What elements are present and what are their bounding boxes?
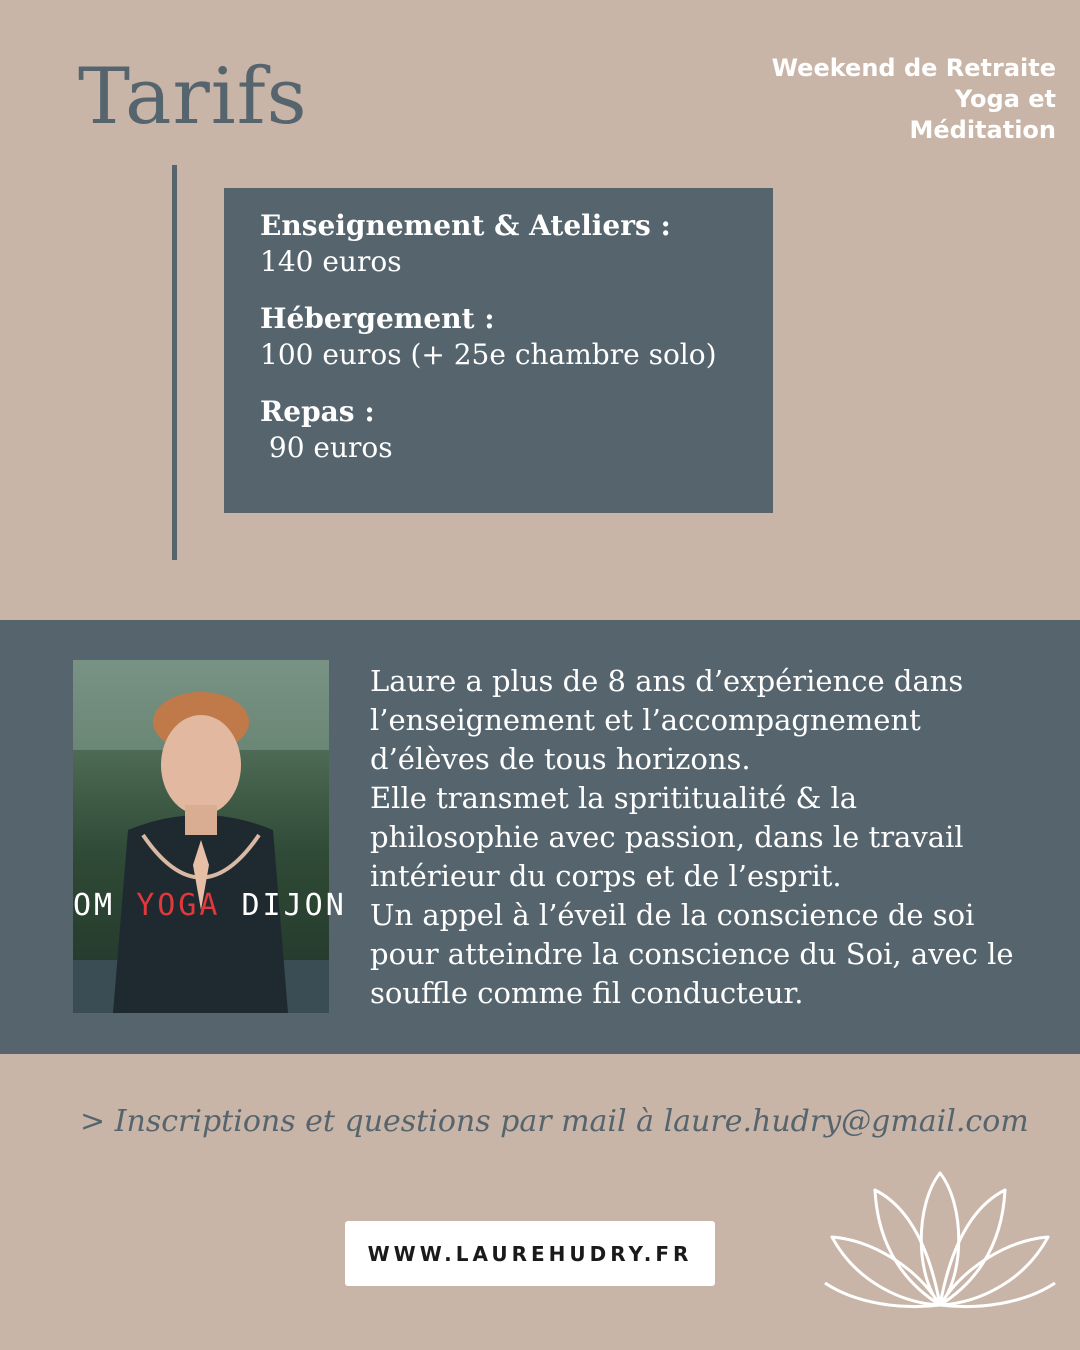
price-value: 90 euros <box>260 431 393 464</box>
page-title: Tarifs <box>78 52 308 142</box>
event-subtitle-line: Yoga et <box>954 85 1056 113</box>
overlay-text-left: OM <box>73 888 137 923</box>
event-subtitle-line: Weekend de Retraite <box>771 54 1056 82</box>
event-subtitle <box>656 53 1056 146</box>
bio-line: pour atteindre la conscience du Soi, avec le <box>370 937 1014 971</box>
contact-text: > Inscriptions et questions par mail à laure.hudry@gmail.com <box>80 1104 1029 1139</box>
price-label: Hébergement : <box>260 302 495 335</box>
pricing-box <box>224 188 773 513</box>
price-item-teaching <box>260 208 773 280</box>
bio-text <box>370 662 1060 1013</box>
bio-line: d’élèves de tous horizons. <box>370 742 751 776</box>
price-value: 100 euros (+ 25e chambre solo) <box>260 338 717 371</box>
photo-illustration <box>73 660 329 1013</box>
price-label: Repas : <box>260 395 375 428</box>
instructor-photo <box>73 660 347 1013</box>
bio-line: l’enseignement et l’accompagnement <box>370 703 921 737</box>
price-item-meals <box>260 394 773 466</box>
bio-line: philosophie avec passion, dans le travail <box>370 820 964 854</box>
bio-line: souffle comme fil conducteur. <box>370 976 804 1010</box>
photo-overlay-text <box>73 888 347 923</box>
bio-line: Elle transmet la sprititualité & la <box>370 781 858 815</box>
bio-line: intérieur du corps et de l’esprit. <box>370 859 842 893</box>
website-button[interactable]: WWW.LAUREHUDRY.FR <box>345 1221 715 1286</box>
price-label: Enseignement & Ateliers : <box>260 209 671 242</box>
price-item-accommodation <box>260 301 773 373</box>
vertical-divider <box>172 165 177 560</box>
lotus-icon <box>820 1165 1060 1315</box>
bio-line: Un appel à l’éveil de la conscience de soi <box>370 898 975 932</box>
bio-section <box>0 620 1080 1054</box>
overlay-text-accent: YOGA <box>136 888 221 923</box>
overlay-text-right: DIJON <box>220 888 347 923</box>
event-subtitle-line: Méditation <box>909 116 1056 144</box>
bio-line: Laure a plus de 8 ans d’expérience dans <box>370 664 964 698</box>
price-value: 140 euros <box>260 245 402 278</box>
